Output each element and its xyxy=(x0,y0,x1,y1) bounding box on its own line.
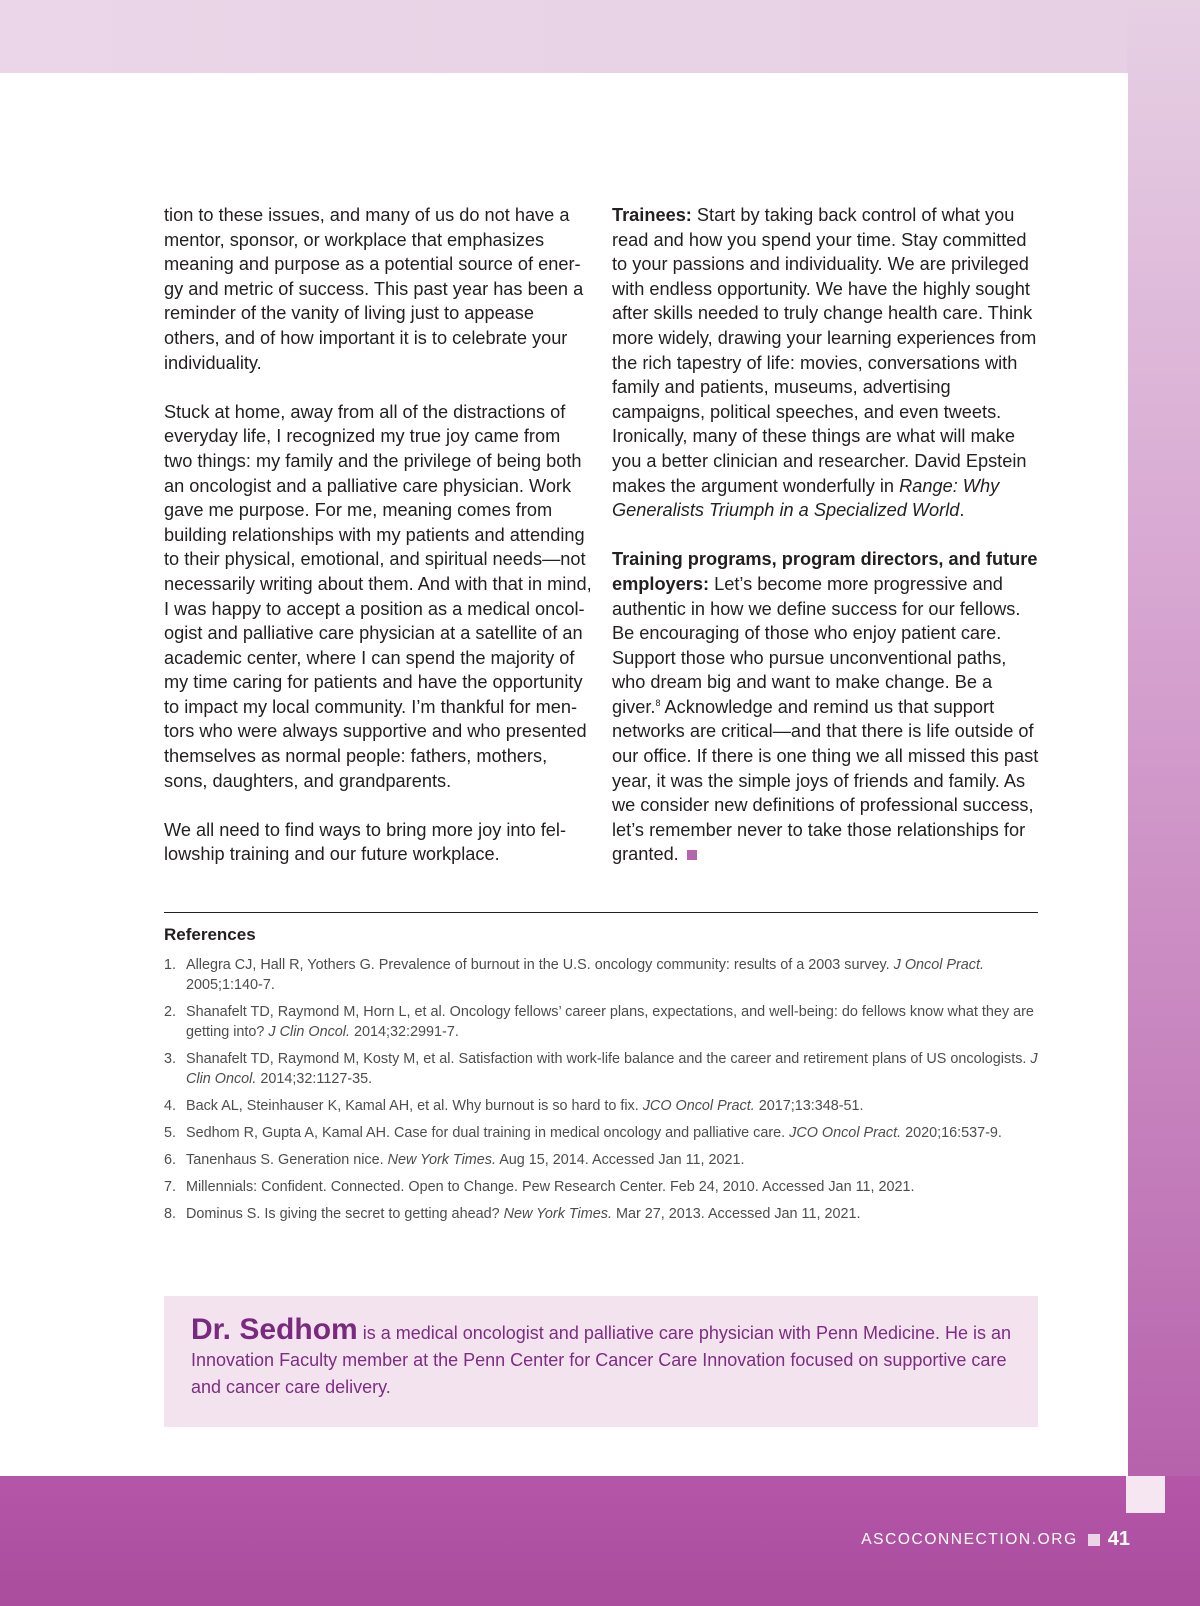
paragraph: Stuck at home, away from all of the distractions of everyday life, I recognized my true joy came from two things: my family and the privilege of being both an oncologist and a palliative care physician. Work gave me purpose. For me, meaning comes from building relationships with my patients and attending to their physical, emotional, and spiritual needs—not necessarily writing about them. And with that in mind, I was happy to accept a position as a medical oncologist and palliative care physician at a satellite of an academic center, where I can spend the majority of my time caring for patients and have the opportunity to impact my local community. I’m thankful for mentors who were always supportive and who presented themselves as normal people: fathers, mothers, sons, daughters, and grandparents. xyxy=(164,401,592,791)
trainees-text: Start by taking back control of what you read and how you spend your time. Stay committed to your passions and individuality. We are privileged with endless opportunity. We have the highly sought after skills needed to truly change health care. Think more widely, drawing your learning experiences from the rich tapestry of life: movies, conversations with family and patients, museums, advertising campaigns, political speeches, and even tweets. Ironically, many of these things are what will make you a better clinician and researcher. David Epstein makes the argument wonderfully in xyxy=(612,205,1037,496)
author-bio-box xyxy=(164,1296,1038,1427)
trainees-label: Trainees: xyxy=(612,205,692,225)
reference-number: 6. xyxy=(164,1152,177,1168)
reference-text: Shanafelt TD, Raymond M, Horn L, et al. Oncology fellows’ career plans, expectations, and well-being: do fellows know what they are getting into? xyxy=(186,1004,1034,1040)
author-bio xyxy=(191,1313,1021,1401)
reference-citation: 2020;16:537-9. xyxy=(901,1125,1002,1141)
reference-number: 4. xyxy=(164,1098,177,1114)
reference-text: Back AL, Steinhauser K, Kamal AH, et al. Why burnout is so hard to fix. xyxy=(186,1098,643,1114)
reference-text: Allegra CJ, Hall R, Yothers G. Prevalence of burnout in the U.S. oncology community: results of a 2003 survey. xyxy=(186,957,894,973)
reference-number: 7. xyxy=(164,1179,177,1195)
trainees-end: . xyxy=(959,500,965,521)
reference-item xyxy=(164,1204,1040,1224)
reference-citation: 2014;32:2991-7. xyxy=(350,1024,459,1040)
reference-item xyxy=(164,1096,1040,1116)
programs-paragraph xyxy=(612,547,1040,867)
reference-citation: Aug 15, 2014. Accessed Jan 11, 2021. xyxy=(495,1152,745,1168)
reference-journal: JCO Oncol Pract. xyxy=(642,1098,755,1114)
article-left-column xyxy=(164,203,592,892)
reference-citation: Mar 27, 2013. Accessed Jan 11, 2021. xyxy=(611,1206,861,1222)
reference-item xyxy=(164,955,1040,995)
author-bio-text: is a medical oncologist and palliative care physician with Penn Medicine. He is an Innovation Faculty member at the Penn Center for Cancer Care Innovation focused on supportive care and cancer care delivery. xyxy=(191,1323,1012,1397)
reference-journal: J Oncol Pract. xyxy=(893,957,984,973)
reference-number: 2. xyxy=(164,1004,177,1020)
programs-text: Let’s become more progressive and authentic in how we define success for our fellows. Be encouraging of those who enjoy patient care. Support those who pursue unconventional paths, who dream big and want to make change. Be a giver. xyxy=(612,573,1021,717)
reference-number: 8. xyxy=(164,1206,177,1222)
programs-label: Training programs, program directors, and future employers: xyxy=(612,549,1038,594)
corner-decoration xyxy=(1126,1476,1165,1513)
right-gradient-band xyxy=(1127,0,1200,1606)
programs-text-continued: Acknowledge and remind us that support networks are critical—and that there is life outside of our office. If there is one thing we all missed this past year, it was the simple joys of friends and family. As we consider new definitions of professional success, let’s remember never to take those relationships for granted. xyxy=(612,696,1039,865)
top-background-band xyxy=(0,0,1200,74)
reference-journal: J Clin Oncol. xyxy=(186,1051,1038,1087)
book-title: Range: Why Generalists Triumph in a Specialized World xyxy=(612,475,1000,521)
author-name: Dr. Sedhom xyxy=(191,1313,358,1346)
reference-text: Tanenhaus S. Generation nice. xyxy=(186,1152,388,1168)
footer-site: ASCOCONNECTION.ORG xyxy=(861,1530,1078,1548)
reference-citation: 2014;32:1127-35. xyxy=(256,1071,373,1087)
reference-item xyxy=(164,1002,1040,1042)
reference-number: 3. xyxy=(164,1051,177,1067)
article-right-column xyxy=(612,203,1040,892)
reference-journal: J Clin Oncol. xyxy=(268,1024,350,1040)
reference-journal: New York Times. xyxy=(503,1206,612,1222)
reference-text: Sedhom R, Gupta A, Kamal AH. Case for dual training in medical oncology and palliative care. xyxy=(186,1125,790,1141)
reference-journal: JCO Oncol Pract. xyxy=(789,1125,902,1141)
reference-journal: New York Times. xyxy=(387,1152,496,1168)
page-number: 41 xyxy=(1107,1528,1130,1550)
reference-text: Shanafelt TD, Raymond M, Kosty M, et al. Satisfaction with work-life balance and the career and retirement plans of US oncologists. xyxy=(186,1051,1031,1067)
references-heading: References xyxy=(164,925,256,944)
reference-item xyxy=(164,1150,1040,1170)
reference-number: 1. xyxy=(164,957,177,973)
references-divider xyxy=(164,912,1038,913)
page-footer xyxy=(861,1528,1130,1551)
paragraph: tion to these issues, and many of us do not have a mentor, sponsor, or workplace that emphasizes meaning and purpose as a potential source of energy and metric of success. This past year has been a reminder of the vanity of living just to appease others, and of how important it is to celebrate your individuality. xyxy=(164,205,584,373)
reference-item xyxy=(164,1123,1040,1143)
footer-square-icon xyxy=(1088,1534,1100,1546)
reference-item xyxy=(164,1177,1040,1197)
trainees-paragraph xyxy=(612,203,1040,523)
references-list xyxy=(164,955,1040,1231)
reference-citation: 2005;1:140-7. xyxy=(186,977,275,993)
reference-item xyxy=(164,1049,1040,1089)
reference-text: Millennials: Confident. Connected. Open to Change. Pew Research Center. Feb 24, 2010. Accessed Jan 11, 2021. xyxy=(186,1179,915,1195)
paragraph: We all need to find ways to bring more joy into fellowship training and our future workplace. xyxy=(164,819,567,865)
reference-number: 5. xyxy=(164,1125,177,1141)
footnote-ref: 8 xyxy=(655,697,661,708)
reference-citation: 2017;13:348-51. xyxy=(754,1098,864,1114)
reference-text: Dominus S. Is giving the secret to getting ahead? xyxy=(186,1206,504,1222)
end-of-article-mark-icon xyxy=(687,850,697,860)
